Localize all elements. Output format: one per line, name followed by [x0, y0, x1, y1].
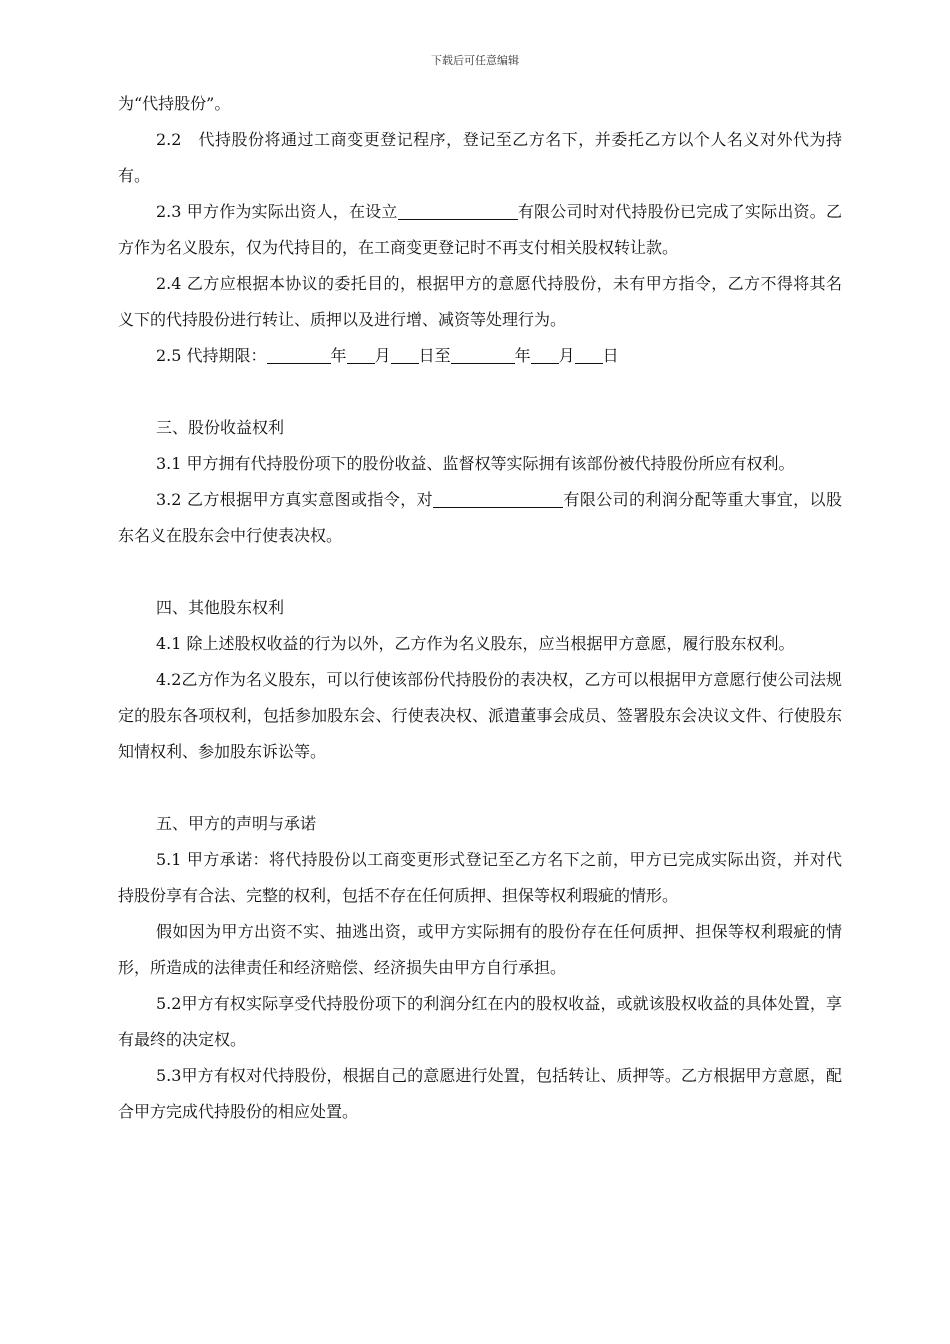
section-5-title: 五、甲方的声明与承诺 [156, 814, 317, 833]
clause-3-2-text-a: 3.2 乙方根据甲方真实意图或指令，对 [156, 490, 434, 509]
company-name-blank-2[interactable] [433, 489, 563, 508]
start-month-blank[interactable] [347, 345, 375, 364]
clause-3-2 [118, 482, 842, 554]
clause-5-1: 5.1 甲方承诺：将代持股份以工商变更形式登记至乙方名下之前，甲方已完成实际出资，并对代持股份享有合法、完整的权利，包括不存在任何质押、担保等权利瑕疵的情形。 [118, 850, 842, 905]
clause-5-1-supplement: 假如因为甲方出资不实、抽逃出资，或甲方实际拥有的股份存在任何质押、担保等权利瑕疵的情形，所造成的法律责任和经济赔偿、经济损失由甲方自行承担。 [118, 922, 842, 977]
end-year-blank[interactable] [451, 345, 515, 364]
document-body [118, 86, 842, 1130]
day-label: 日 [602, 346, 619, 365]
month-label: 月 [374, 346, 391, 365]
start-year-blank[interactable] [267, 345, 331, 364]
end-day-blank[interactable] [575, 345, 603, 364]
section-gap [118, 770, 842, 806]
clause-2-3-text-b: 有限公司时对代持股份已完成了实际出资。乙方作为名义股东，仅为代持目的，在工商变更登记时不再支付相关股权转让款。 [118, 202, 842, 257]
paragraph-continuation: 为“代持股份”。 [118, 94, 231, 113]
day-to-label: 日至 [418, 346, 451, 365]
term-label: 2.5 代持期限： [156, 346, 267, 365]
clause-2-2: 2.2 代持股份将通过工商变更登记程序，登记至乙方名下，并委托乙方以个人名义对外代为持有。 [118, 130, 842, 185]
section-4-title: 四、其他股东权利 [156, 598, 285, 617]
clause-2-4: 2.4 乙方应根据本协议的委托目的，根据甲方的意愿代持股份，未有甲方指令，乙方不得将其名义下的代持股份进行转让、质押以及进行增、减资等处理行为。 [118, 274, 842, 329]
year-label: 年 [330, 346, 347, 365]
clause-4-2: 4.2乙方作为名义股东，可以行使该部份代持股份的表决权，乙方可以根据甲方意愿行使公司法规定的股东各项权利，包括参加股东会、行使表决权、派遣董事会成员、签署股东会决议文件、行使股东知情权利、参加股东诉讼等。 [118, 670, 842, 761]
page-header: 下载后可任意编辑 [431, 54, 519, 67]
month-label-2: 月 [558, 346, 575, 365]
clause-2-3-text-a: 2.3 甲方作为实际出资人，在设立 [156, 202, 398, 221]
section-gap [118, 374, 842, 410]
company-name-blank[interactable] [398, 201, 518, 220]
year-label-2: 年 [514, 346, 531, 365]
start-day-blank[interactable] [391, 345, 419, 364]
clause-5-2: 5.2甲方有权实际享受代持股份项下的利润分红在内的股权收益，或就该股权收益的具体处置，享有最终的决定权。 [118, 994, 842, 1049]
clause-5-3: 5.3甲方有权对代持股份，根据自己的意愿进行处置，包括转让、质押等。乙方根据甲方意愿，配合甲方完成代持股份的相应处置。 [118, 1066, 842, 1121]
section-3-title: 三、股份收益权利 [156, 418, 285, 437]
section-gap [118, 554, 842, 590]
clause-2-3 [118, 194, 842, 266]
clause-3-2-text-b: 有限公司的利润分配等重大事宜，以股东名义在股东会中行使表决权。 [118, 490, 842, 545]
clause-4-1: 4.1 除上述股权收益的行为以外，乙方作为名义股东，应当根据甲方意愿，履行股东权利。 [156, 634, 795, 653]
clause-2-5 [118, 338, 842, 374]
clause-3-1: 3.1 甲方拥有代持股份项下的股份收益、监督权等实际拥有该部份被代持股份所应有权利。 [156, 454, 795, 473]
end-month-blank[interactable] [531, 345, 559, 364]
